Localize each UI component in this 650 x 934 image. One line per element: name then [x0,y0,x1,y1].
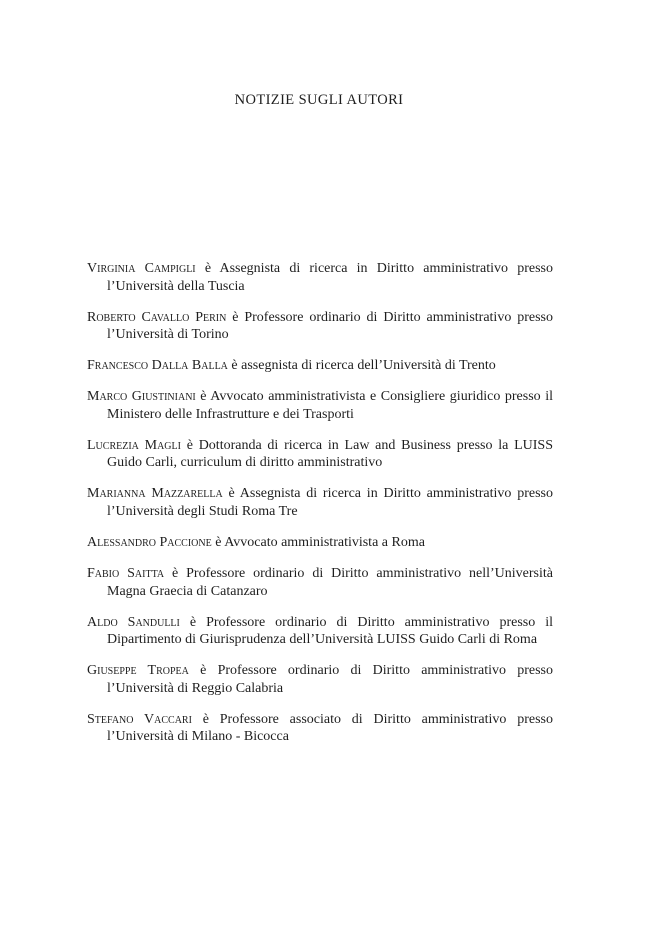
author-name: Aldo Sandulli [87,614,180,630]
author-entry [87,662,553,697]
author-name: Marco Giustiniani [87,389,196,405]
author-entry [87,309,553,344]
author-description: è Professore ordinario di Diritto amministrativo presso il Dipartimento di Giurisprudenza dell’Università LUISS Guido Carli di Roma [107,614,553,648]
author-entry [87,485,553,520]
author-description: è Professore ordinario di Diritto amministrativo presso l’Università di Torino [107,309,553,343]
author-name: Francesco Dalla Balla [87,358,228,374]
author-name: Stefano Vaccari [87,711,192,727]
author-entry [87,711,553,746]
author-entry [87,260,553,295]
author-list [87,260,553,760]
author-name: Virginia Campigli [87,261,196,276]
author-name: Marianna Mazzarella [87,486,223,502]
author-description: è Professore ordinario di Diritto amministrativo presso l’Università di Reggio Calabria [107,663,553,696]
author-entry [87,388,553,423]
author-name: Roberto Cavallo Perin [87,309,227,325]
author-name: Alessandro Paccione [87,535,212,551]
author-description: è Assegnista di ricerca in Diritto amministrativo presso l’Università della Tuscia [107,261,553,294]
author-name: Giuseppe Tropea [87,663,189,679]
author-description: è Professore associato di Diritto amministrativo presso l’Università di Milano - Bicocca [107,711,553,745]
author-description: è Dottoranda di ricerca in Law and Business presso la LUISS Guido Carli, curriculum di diritto amministrativo [107,437,553,471]
author-description: è Professore ordinario di Diritto amministrativo nell’Università Magna Graecia di Catanzaro [107,566,553,599]
page-heading: NOTIZIE SUGLI AUTORI [234,92,404,108]
author-entry [87,534,553,552]
author-entry [87,614,553,649]
author-description: è Avvocato amministrativista e Consigliere giuridico presso il Ministero delle Infrastrutture e dei Trasporti [107,389,553,422]
author-entry [87,357,553,375]
author-description: è Avvocato amministrativista a Roma [211,535,425,551]
author-description: è assegnista di ricerca dell’Università di Trento [227,358,496,374]
author-entry [87,565,553,600]
author-name: Fabio Saitta [87,566,165,582]
author-description: è Assegnista di ricerca in Diritto amministrativo presso l’Università degli Studi Roma Tre [107,486,553,519]
author-name: Lucrezia Magli [87,437,181,453]
author-entry [87,437,553,472]
